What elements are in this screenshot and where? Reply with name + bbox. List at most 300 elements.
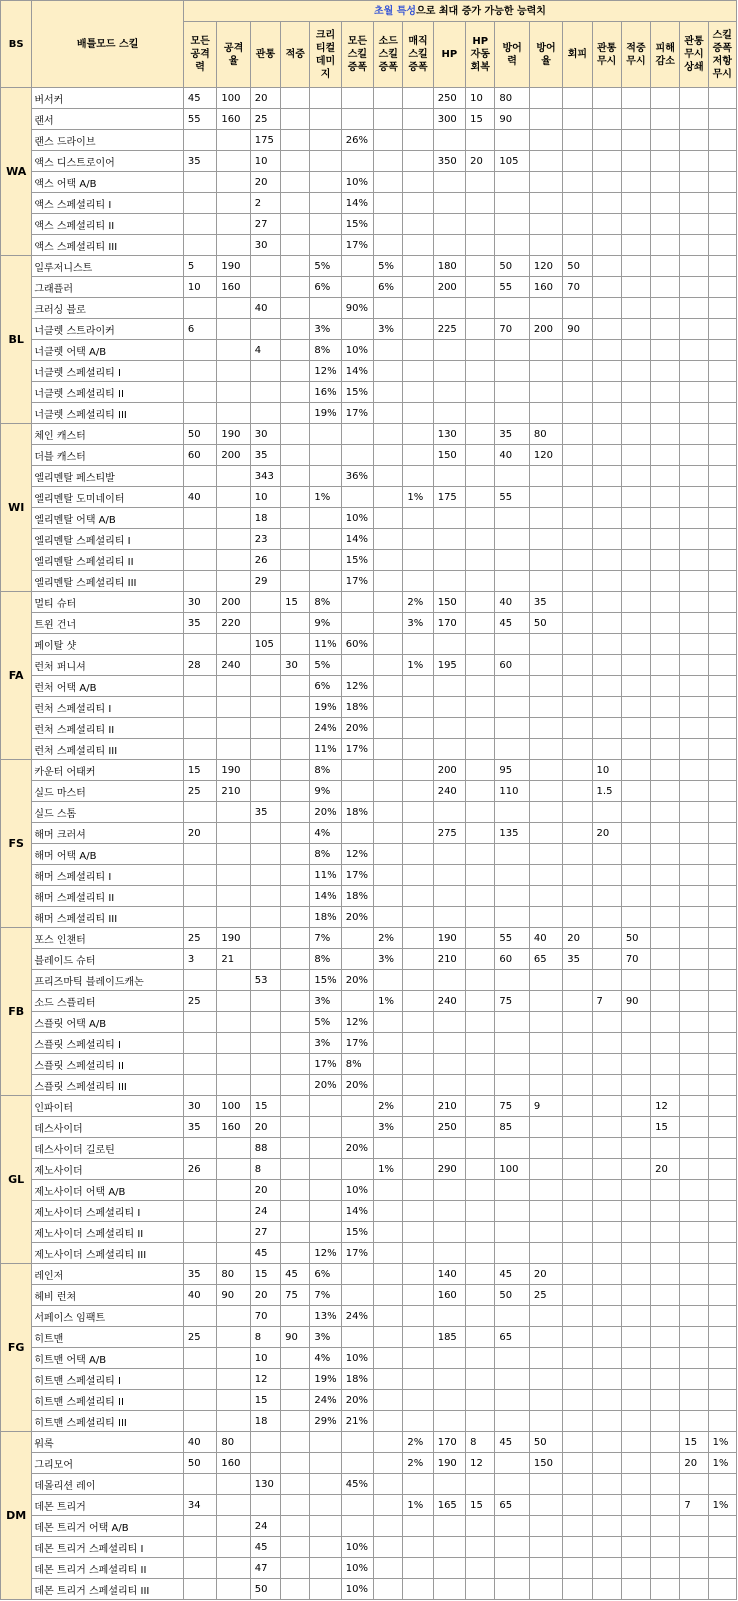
skill-name-cell: 실드 마스터 xyxy=(32,781,184,802)
value-cell xyxy=(403,193,433,214)
value-cell xyxy=(529,571,562,592)
value-cell xyxy=(466,613,495,634)
value-cell: 29 xyxy=(250,571,280,592)
value-cell xyxy=(495,466,529,487)
skill-name-cell: 페이탈 샷 xyxy=(32,634,184,655)
value-cell xyxy=(621,1096,650,1117)
value-cell xyxy=(374,88,403,109)
table-row xyxy=(1,1075,737,1096)
value-cell xyxy=(403,739,433,760)
value-cell xyxy=(250,655,280,676)
value-cell xyxy=(495,571,529,592)
value-cell xyxy=(592,886,621,907)
value-cell xyxy=(651,760,680,781)
value-cell xyxy=(466,403,495,424)
value-cell xyxy=(529,1558,562,1579)
value-cell xyxy=(529,655,562,676)
value-cell xyxy=(621,403,650,424)
skill-name-cell: 데스사이더 xyxy=(32,1117,184,1138)
value-cell xyxy=(651,193,680,214)
value-cell xyxy=(341,1117,373,1138)
value-cell xyxy=(403,445,433,466)
value-cell xyxy=(708,949,736,970)
value-cell: 35 xyxy=(529,592,562,613)
value-cell xyxy=(217,1348,250,1369)
value-cell xyxy=(374,1054,403,1075)
value-cell xyxy=(403,1201,433,1222)
value-cell xyxy=(433,508,465,529)
value-cell xyxy=(374,865,403,886)
value-cell xyxy=(217,1222,250,1243)
value-cell xyxy=(680,1180,708,1201)
value-cell xyxy=(281,1138,310,1159)
value-cell xyxy=(651,1180,680,1201)
value-cell xyxy=(708,865,736,886)
value-cell xyxy=(708,1075,736,1096)
value-cell xyxy=(563,886,592,907)
value-cell xyxy=(680,1285,708,1306)
skill-name-cell: 제노사이더 스페셜리티 I xyxy=(32,1201,184,1222)
value-cell: 80 xyxy=(529,424,562,445)
table-row xyxy=(1,235,737,256)
value-cell xyxy=(563,1222,592,1243)
value-cell xyxy=(680,613,708,634)
value-cell xyxy=(466,1411,495,1432)
value-cell xyxy=(281,1558,310,1579)
value-cell xyxy=(403,424,433,445)
value-cell xyxy=(563,1474,592,1495)
value-cell xyxy=(680,1474,708,1495)
value-cell xyxy=(651,487,680,508)
value-cell xyxy=(374,508,403,529)
value-cell: 18% xyxy=(341,1369,373,1390)
value-cell: 100 xyxy=(217,1096,250,1117)
value-cell: 75 xyxy=(495,1096,529,1117)
value-cell: 20 xyxy=(592,823,621,844)
value-cell xyxy=(217,865,250,886)
value-cell xyxy=(651,907,680,928)
value-cell xyxy=(592,1327,621,1348)
value-cell: 20% xyxy=(341,1138,373,1159)
value-cell xyxy=(592,907,621,928)
value-cell: 11% xyxy=(310,634,341,655)
value-cell xyxy=(529,1117,562,1138)
value-cell xyxy=(374,697,403,718)
skill-name-cell: 트윈 건너 xyxy=(32,613,184,634)
value-cell xyxy=(529,298,562,319)
value-cell xyxy=(183,970,216,991)
value-cell: 15% xyxy=(341,382,373,403)
value-cell: 12% xyxy=(341,676,373,697)
value-cell: 105 xyxy=(250,634,280,655)
value-cell xyxy=(310,1579,341,1600)
value-cell xyxy=(374,739,403,760)
value-cell: 8 xyxy=(250,1327,280,1348)
value-cell: 10 xyxy=(183,277,216,298)
skill-name-cell: 블레이드 슈터 xyxy=(32,949,184,970)
value-cell: 18 xyxy=(250,1411,280,1432)
table-row xyxy=(1,718,737,739)
value-cell xyxy=(250,739,280,760)
value-cell xyxy=(374,1033,403,1054)
value-cell xyxy=(621,487,650,508)
value-cell xyxy=(621,1411,650,1432)
value-cell xyxy=(403,1306,433,1327)
value-cell xyxy=(495,1579,529,1600)
value-cell: 250 xyxy=(433,88,465,109)
value-cell xyxy=(651,1411,680,1432)
column-header: 관통 무시 xyxy=(592,22,621,88)
value-cell xyxy=(217,697,250,718)
value-cell xyxy=(680,718,708,739)
value-cell: 105 xyxy=(495,151,529,172)
value-cell xyxy=(708,1516,736,1537)
value-cell: 70 xyxy=(495,319,529,340)
value-cell xyxy=(592,697,621,718)
value-cell: 45 xyxy=(183,88,216,109)
value-cell xyxy=(708,1201,736,1222)
value-cell xyxy=(592,1117,621,1138)
value-cell xyxy=(621,1348,650,1369)
value-cell xyxy=(495,739,529,760)
value-cell xyxy=(217,1537,250,1558)
value-cell xyxy=(281,382,310,403)
value-cell xyxy=(466,1075,495,1096)
table-row xyxy=(1,634,737,655)
value-cell xyxy=(495,697,529,718)
value-cell xyxy=(374,172,403,193)
value-cell xyxy=(433,1222,465,1243)
value-cell xyxy=(374,1432,403,1453)
value-cell xyxy=(651,1243,680,1264)
value-cell xyxy=(217,361,250,382)
skill-name-cell: 런처 어택 A/B xyxy=(32,676,184,697)
value-cell xyxy=(217,1306,250,1327)
value-cell xyxy=(250,907,280,928)
value-cell xyxy=(621,907,650,928)
value-cell: 20 xyxy=(250,172,280,193)
value-cell xyxy=(621,1159,650,1180)
value-cell: 50 xyxy=(495,1285,529,1306)
value-cell xyxy=(563,634,592,655)
value-cell xyxy=(529,1495,562,1516)
value-cell: 14% xyxy=(341,361,373,382)
skill-name-cell: 해머 스페셜리티 III xyxy=(32,907,184,928)
value-cell: 190 xyxy=(217,760,250,781)
table-row xyxy=(1,550,737,571)
value-cell: 20 xyxy=(250,1117,280,1138)
value-cell: 6 xyxy=(183,319,216,340)
value-cell xyxy=(651,1516,680,1537)
value-cell xyxy=(433,718,465,739)
value-cell: 85 xyxy=(495,1117,529,1138)
value-cell xyxy=(708,886,736,907)
value-cell xyxy=(217,886,250,907)
value-cell xyxy=(374,760,403,781)
value-cell xyxy=(374,1495,403,1516)
value-cell: 8% xyxy=(310,760,341,781)
value-cell xyxy=(281,1453,310,1474)
value-cell xyxy=(310,109,341,130)
value-cell: 50 xyxy=(495,256,529,277)
value-cell xyxy=(592,550,621,571)
value-cell: 90 xyxy=(563,319,592,340)
value-cell xyxy=(651,1579,680,1600)
value-cell xyxy=(281,781,310,802)
value-cell: 195 xyxy=(433,655,465,676)
value-cell xyxy=(341,613,373,634)
value-cell xyxy=(529,403,562,424)
value-cell xyxy=(621,193,650,214)
value-cell xyxy=(563,130,592,151)
skill-name-cell: 액스 스페셜리티 III xyxy=(32,235,184,256)
value-cell xyxy=(592,1075,621,1096)
value-cell xyxy=(529,739,562,760)
value-cell xyxy=(680,277,708,298)
value-cell xyxy=(708,256,736,277)
value-cell xyxy=(680,550,708,571)
value-cell xyxy=(651,1495,680,1516)
value-cell: 15% xyxy=(341,1222,373,1243)
value-cell xyxy=(529,760,562,781)
value-cell: 1% xyxy=(708,1495,736,1516)
value-cell xyxy=(433,193,465,214)
value-cell: 2% xyxy=(374,1096,403,1117)
value-cell: 35 xyxy=(250,445,280,466)
value-cell: 24% xyxy=(341,1306,373,1327)
value-cell xyxy=(433,1516,465,1537)
value-cell xyxy=(592,403,621,424)
value-cell xyxy=(621,172,650,193)
value-cell xyxy=(621,655,650,676)
value-cell xyxy=(495,886,529,907)
value-cell xyxy=(651,844,680,865)
value-cell xyxy=(466,466,495,487)
value-cell: 3% xyxy=(310,1327,341,1348)
value-cell xyxy=(529,1033,562,1054)
class-code-cell: WA xyxy=(1,88,32,256)
value-cell xyxy=(680,1558,708,1579)
table-row xyxy=(1,214,737,235)
skill-name-cell: 히트맨 xyxy=(32,1327,184,1348)
value-cell xyxy=(708,172,736,193)
value-cell xyxy=(341,1432,373,1453)
value-cell xyxy=(495,235,529,256)
value-cell xyxy=(651,445,680,466)
value-cell xyxy=(281,1474,310,1495)
value-cell xyxy=(281,403,310,424)
value-cell xyxy=(708,1390,736,1411)
value-cell xyxy=(495,1180,529,1201)
value-cell xyxy=(563,991,592,1012)
value-cell xyxy=(250,676,280,697)
value-cell xyxy=(374,1222,403,1243)
value-cell xyxy=(563,508,592,529)
value-cell xyxy=(281,1054,310,1075)
value-cell xyxy=(621,424,650,445)
value-cell xyxy=(495,1075,529,1096)
value-cell: 200 xyxy=(433,760,465,781)
skill-name-cell: 버서커 xyxy=(32,88,184,109)
value-cell xyxy=(563,1117,592,1138)
value-cell: 65 xyxy=(495,1327,529,1348)
value-cell xyxy=(374,1558,403,1579)
value-cell xyxy=(281,991,310,1012)
value-cell: 9% xyxy=(310,613,341,634)
value-cell xyxy=(183,382,216,403)
value-cell xyxy=(433,1390,465,1411)
value-cell xyxy=(708,1096,736,1117)
value-cell xyxy=(563,865,592,886)
value-cell: 55 xyxy=(495,487,529,508)
value-cell: 45 xyxy=(281,1264,310,1285)
value-cell xyxy=(281,1495,310,1516)
value-cell xyxy=(310,1495,341,1516)
value-cell xyxy=(708,1033,736,1054)
column-header: 회피 xyxy=(563,22,592,88)
value-cell xyxy=(466,928,495,949)
value-cell xyxy=(281,445,310,466)
value-cell xyxy=(217,151,250,172)
value-cell xyxy=(374,823,403,844)
value-cell xyxy=(433,214,465,235)
value-cell xyxy=(217,634,250,655)
value-cell xyxy=(680,949,708,970)
value-cell xyxy=(403,1180,433,1201)
value-cell xyxy=(281,1516,310,1537)
value-cell xyxy=(374,613,403,634)
value-cell xyxy=(183,361,216,382)
value-cell xyxy=(621,1201,650,1222)
value-cell xyxy=(403,571,433,592)
value-cell xyxy=(217,676,250,697)
value-cell xyxy=(374,802,403,823)
value-cell xyxy=(680,1537,708,1558)
value-cell xyxy=(563,1306,592,1327)
value-cell xyxy=(250,592,280,613)
value-cell xyxy=(563,802,592,823)
value-cell xyxy=(310,130,341,151)
value-cell xyxy=(495,1243,529,1264)
value-cell: 15 xyxy=(466,1495,495,1516)
value-cell xyxy=(281,1369,310,1390)
skill-name-cell: 엘리멘탈 도미네이터 xyxy=(32,487,184,508)
value-cell: 200 xyxy=(433,277,465,298)
value-cell xyxy=(708,781,736,802)
value-cell xyxy=(281,802,310,823)
value-cell xyxy=(621,1138,650,1159)
value-cell xyxy=(592,1201,621,1222)
value-cell: 3% xyxy=(310,1033,341,1054)
value-cell xyxy=(708,1348,736,1369)
value-cell: 200 xyxy=(217,445,250,466)
value-cell xyxy=(680,739,708,760)
value-cell: 15 xyxy=(250,1264,280,1285)
value-cell xyxy=(281,172,310,193)
value-cell: 30 xyxy=(250,424,280,445)
value-cell xyxy=(621,739,650,760)
skill-name-cell: 데몬 트리거 스페셜리티 II xyxy=(32,1558,184,1579)
value-cell: 50 xyxy=(621,928,650,949)
value-cell xyxy=(708,1243,736,1264)
value-cell xyxy=(651,928,680,949)
value-cell xyxy=(651,949,680,970)
value-cell xyxy=(651,781,680,802)
value-cell xyxy=(651,1537,680,1558)
value-cell xyxy=(183,1348,216,1369)
value-cell xyxy=(529,1474,562,1495)
value-cell xyxy=(563,907,592,928)
value-cell: 30 xyxy=(183,592,216,613)
value-cell: 12% xyxy=(310,1243,341,1264)
value-cell: 40 xyxy=(495,445,529,466)
value-cell: 26 xyxy=(183,1159,216,1180)
value-cell: 185 xyxy=(433,1327,465,1348)
value-cell xyxy=(403,1579,433,1600)
value-cell xyxy=(651,886,680,907)
value-cell xyxy=(563,172,592,193)
value-cell xyxy=(680,319,708,340)
value-cell xyxy=(466,865,495,886)
value-cell xyxy=(466,739,495,760)
value-cell xyxy=(466,1159,495,1180)
value-cell xyxy=(592,193,621,214)
value-cell xyxy=(621,718,650,739)
value-cell xyxy=(281,1180,310,1201)
value-cell xyxy=(708,1054,736,1075)
value-cell xyxy=(281,1390,310,1411)
value-cell xyxy=(592,802,621,823)
value-cell xyxy=(680,1411,708,1432)
skill-name-cell: 일루저니스트 xyxy=(32,256,184,277)
skill-name-cell: 실드 스톰 xyxy=(32,802,184,823)
value-cell xyxy=(592,361,621,382)
value-cell xyxy=(680,88,708,109)
table-row xyxy=(1,109,737,130)
value-cell: 40 xyxy=(183,1285,216,1306)
class-code-cell: FB xyxy=(1,928,32,1096)
value-cell xyxy=(563,1516,592,1537)
value-cell xyxy=(651,340,680,361)
value-cell xyxy=(281,1411,310,1432)
skill-name-cell: 소드 스플리터 xyxy=(32,991,184,1012)
value-cell xyxy=(310,1537,341,1558)
value-cell xyxy=(680,130,708,151)
value-cell xyxy=(563,298,592,319)
value-cell xyxy=(433,970,465,991)
value-cell xyxy=(680,886,708,907)
table-row xyxy=(1,1222,737,1243)
value-cell xyxy=(403,1348,433,1369)
value-cell xyxy=(433,382,465,403)
value-cell xyxy=(374,235,403,256)
value-cell xyxy=(563,1348,592,1369)
value-cell xyxy=(651,1138,680,1159)
value-cell xyxy=(529,1243,562,1264)
value-cell xyxy=(592,298,621,319)
value-cell: 60 xyxy=(183,445,216,466)
skill-name-cell: 런처 스페셜리티 III xyxy=(32,739,184,760)
value-cell: 25 xyxy=(183,1327,216,1348)
table-row xyxy=(1,508,737,529)
value-cell xyxy=(708,1327,736,1348)
value-cell xyxy=(563,1390,592,1411)
value-cell xyxy=(563,1180,592,1201)
value-cell xyxy=(708,1222,736,1243)
value-cell xyxy=(680,298,708,319)
value-cell xyxy=(341,487,373,508)
value-cell xyxy=(592,1096,621,1117)
